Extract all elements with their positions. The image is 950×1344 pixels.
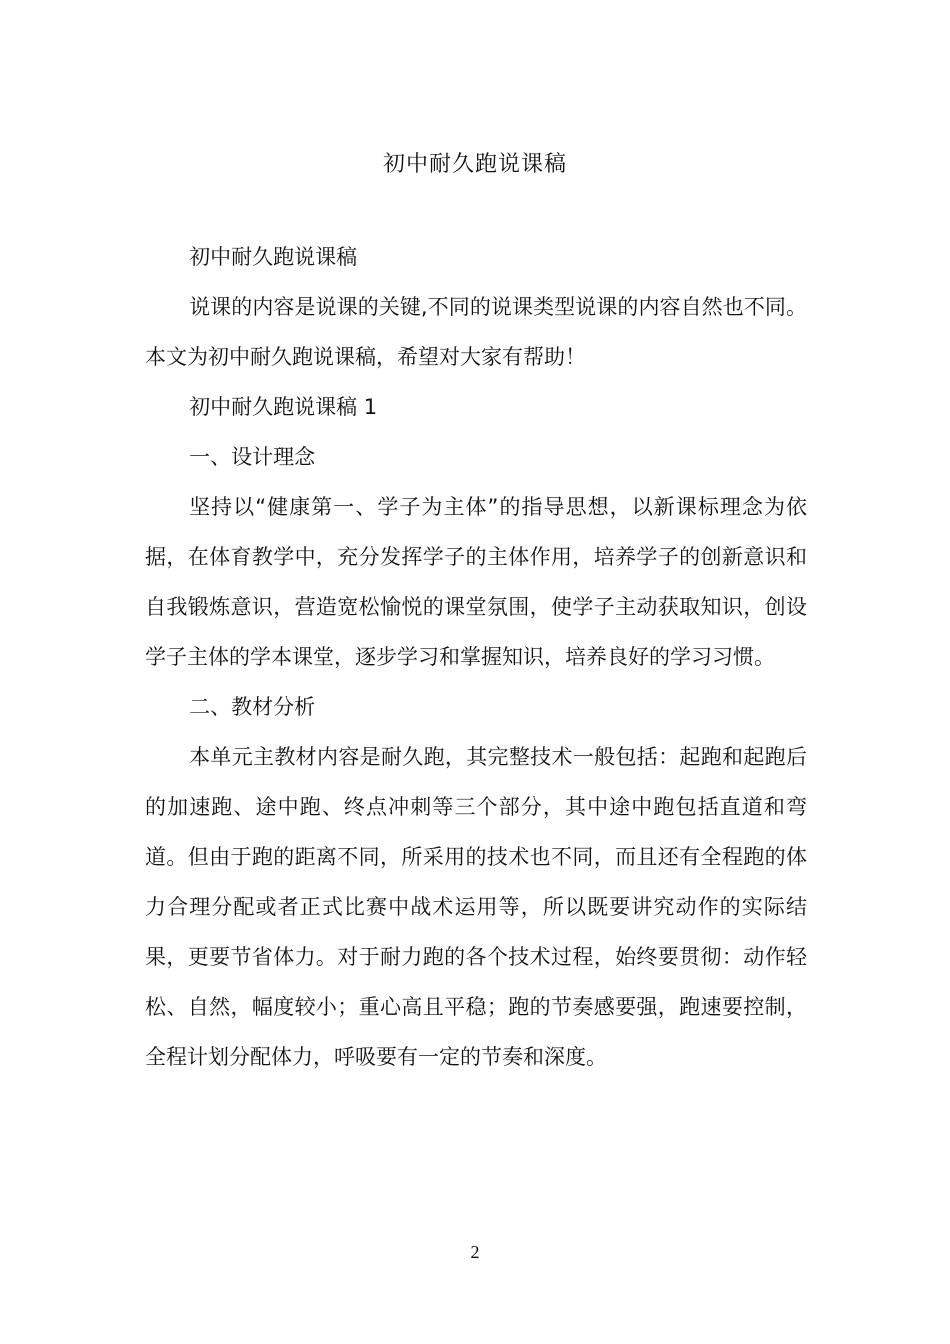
heading-design-concept: 一、设计理念 [189,445,316,469]
paragraph-section-title: 初中耐久跑说课稿 1 [189,395,378,419]
paragraph-material-analysis: 本单元主教材内容是耐久跑，其完整技术一般包括：起跑和起跑后的加速跑、途中跑、终点冲刺等三个部分，其中途中跑包括直道和弯道。但由于跑的距离不同，所采用的技术也不同，而且还有全程跑的体力合理分配或者正式比赛中战术运用等，所以既要讲究动作的实际结果，更要节省体力。对于耐力跑的各个技术过程，始终要贯彻：动作轻松、自然，幅度较小；重心高且平稳；跑的节奏感要强，跑速要控制，全程计划分配体力，呼吸要有一定的节奏和深度。 [145,745,807,1069]
paragraph-design-concept: 坚持以“健康第一、学子为主体”的指导思想，以新课标理念为依据，在体育教学中，充分发挥学子的主体作用，培养学子的创新意识和自我锻炼意识，营造宽松愉悦的课堂氛围，使学子主动获取知识，创设学子主体的学本课堂，逐步学习和掌握知识，培养良好的学习习惯。 [145,495,807,669]
document-title: 初中耐久跑说课稿 [382,152,567,177]
paragraph-subtitle: 初中耐久跑说课稿 [189,245,358,269]
document-body [145,232,807,1082]
page-number: 2 [470,1242,480,1262]
heading-material-analysis: 二、教材分析 [189,695,316,719]
paragraph-intro: 说课的内容是说课的关键,不同的说课类型说课的内容自然也不同。本文为初中耐久跑说课稿，希望对大家有帮助！ [145,295,807,369]
